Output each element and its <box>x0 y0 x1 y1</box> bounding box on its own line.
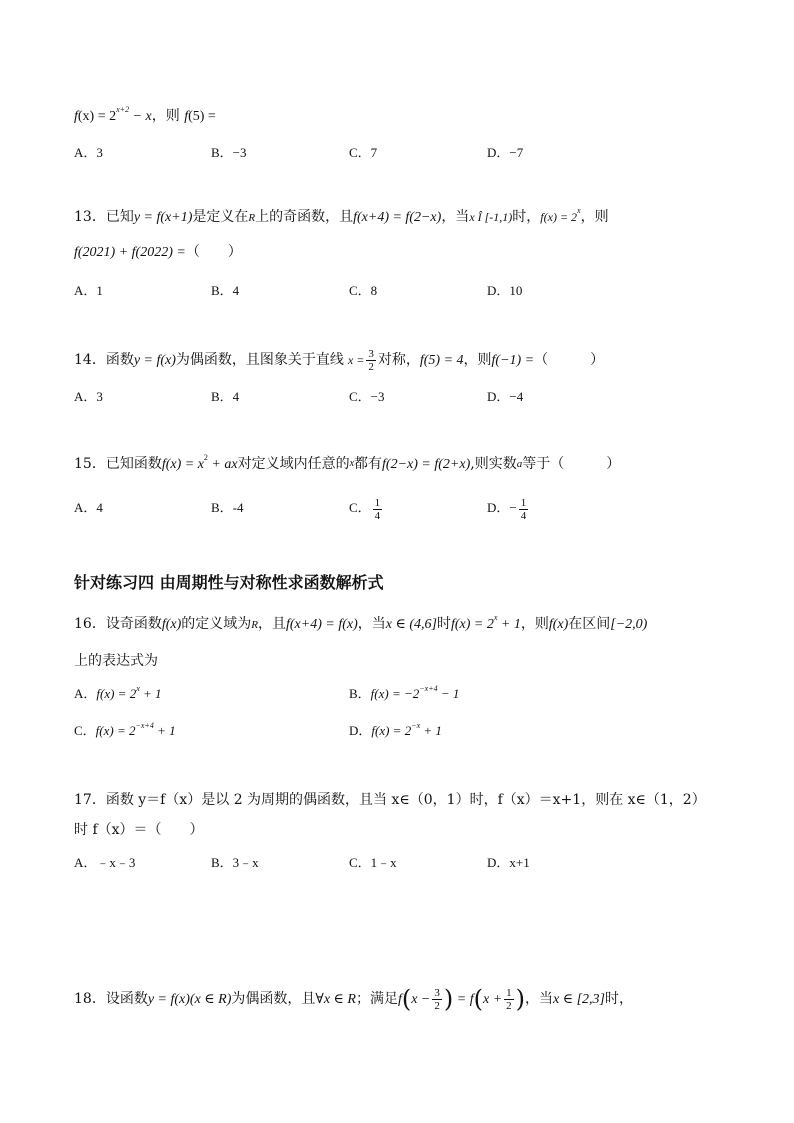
q16-fx2: f(x) <box>548 617 569 632</box>
q12-stem <box>74 106 216 127</box>
q15-t1: 对定义域内任意的 <box>237 456 350 472</box>
q16-option-d-label: D． <box>349 723 372 738</box>
q16-option-d-f: f(x) = 2 <box>371 723 412 738</box>
q18-frac1-den: 2 <box>434 999 440 1012</box>
q13-y: y = f(x+1) <box>133 210 193 225</box>
q15-ax: + ax <box>207 457 238 472</box>
q13-t2: 上的奇函数，且 <box>255 209 354 225</box>
q14-paren: （ ） <box>534 352 605 368</box>
q13-exp: x <box>577 206 581 216</box>
q14-y: y = f(x) <box>133 353 176 368</box>
q12-f5a: f <box>184 109 189 124</box>
q15-eq: f(2−x) = f(2+x) <box>382 457 471 472</box>
q14-option-d[interactable]: D．−4 <box>487 389 524 404</box>
q16-def: f(x) = 2 <box>450 617 494 632</box>
q12-eq: = 2 <box>94 109 117 124</box>
q12-then: ，则 <box>151 108 185 124</box>
q15-num: 15．已知函数 <box>74 456 162 472</box>
q13-line2 <box>74 242 242 263</box>
q12-minus: − x <box>129 109 152 124</box>
q16-option-d-tail: + 1 <box>420 723 442 738</box>
q15-option-d-frac <box>519 497 529 522</box>
q18-forall: ∀x ∈ R <box>315 992 356 1007</box>
q16-option-a-exp: x <box>136 683 140 693</box>
q13-option-b[interactable]: B．4 <box>211 283 240 298</box>
q15-option-a[interactable]: A．4 <box>74 500 103 515</box>
q15-option-d-label: D．− <box>487 500 517 515</box>
q18-frac1 <box>432 987 442 1012</box>
q13-option-d[interactable]: D．10 <box>487 283 523 298</box>
q18-f1: f <box>397 992 402 1007</box>
q13-interval: x Î [-1,1) <box>469 210 513 224</box>
q16-t5: ，则 <box>520 616 549 632</box>
q12-option-b[interactable]: B．−3 <box>211 145 247 160</box>
q16-plus1: + 1 <box>497 617 521 632</box>
q16-interval: x ∈ (4,6] <box>385 617 437 632</box>
q18-frac2-den: 2 <box>506 999 512 1012</box>
q16-t2: ，且 <box>258 616 286 632</box>
q18-frac2 <box>504 987 514 1012</box>
q15-a: a <box>516 458 523 470</box>
q18-interval: x ∈ [2,3] <box>553 992 606 1007</box>
q18-lparen1-icon: ( <box>401 985 412 1013</box>
q16-option-b[interactable] <box>349 684 459 704</box>
q12-option-c[interactable]: C．7 <box>349 145 378 160</box>
q16-num: 16．设奇函数 <box>74 616 162 632</box>
q12-f5c: = <box>204 109 216 124</box>
q12-option-a[interactable]: A．3 <box>74 145 103 160</box>
q18-arg2: x + <box>482 992 503 1007</box>
q13-t4: 时， <box>512 209 541 225</box>
q18-rparen2-icon: ) <box>515 985 526 1013</box>
q18-t1: 为偶函数，且 <box>231 991 316 1007</box>
q16-line1 <box>74 614 647 635</box>
q14-option-b[interactable]: B．4 <box>211 389 240 404</box>
q16-option-d-exp: −x <box>411 720 421 730</box>
q13-option-a[interactable]: A．1 <box>74 283 103 298</box>
q15-option-c-label: C． <box>349 500 371 515</box>
q18-rparen1-icon: ) <box>443 985 454 1013</box>
q16-exp: x <box>493 613 498 623</box>
q18-lparen2-icon: ( <box>473 985 483 1013</box>
q14-x: x = <box>347 353 365 367</box>
q16-R: R <box>251 619 258 631</box>
q18-t2: ；满足 <box>355 991 398 1007</box>
q18-f2: = f <box>453 992 474 1007</box>
q16-option-c-f: f(x) = 2 <box>95 723 136 738</box>
q17-option-c[interactable]: C．1﹣x <box>349 855 397 870</box>
q13-eq1: f(x+4) = f(2−x) <box>353 210 442 225</box>
q14-num: 14．函数 <box>74 352 134 368</box>
q14-t2: 对称， <box>377 352 420 368</box>
q12-f5b: (5) <box>188 109 205 124</box>
q16-option-b-label: B． <box>349 686 371 701</box>
q14-t3: ，则 <box>463 352 492 368</box>
q15-option-c-frac <box>373 497 383 522</box>
q15-fx: f(x) = x <box>161 457 204 472</box>
q14-f5: f(5) = 4 <box>419 353 464 368</box>
q13-fx: f(x) = 2 <box>540 210 578 224</box>
q18-arg1: x − <box>411 992 431 1007</box>
section-title: 针对练习四 由周期性与对称性求函数解析式 <box>74 573 384 592</box>
q16-t1: 的定义域为 <box>181 616 252 632</box>
q14-line1 <box>74 346 604 374</box>
q15-option-d-num: 1 <box>520 496 527 509</box>
q13-R: R <box>248 212 256 224</box>
q15-option-c[interactable] <box>349 490 384 526</box>
q18-frac2-num: 1 <box>506 986 512 999</box>
q16-option-d[interactable] <box>349 721 442 741</box>
q13-line1 <box>74 207 609 228</box>
q13-sum: f(2021) + f(2022) = <box>74 245 186 260</box>
q12-x: (x) <box>77 109 95 124</box>
q15-t2: 都有 <box>354 456 383 472</box>
q14-frac-num: 3 <box>368 347 374 360</box>
q12-option-d[interactable]: D．−7 <box>487 145 524 160</box>
q17-option-a[interactable]: A．﹣x﹣3 <box>74 855 136 870</box>
q16-option-b-exp: −x+4 <box>419 683 438 693</box>
q15-t3: ,则实数 <box>470 456 517 472</box>
q15-x: x <box>349 458 355 469</box>
q15-sq: 2 <box>203 453 208 463</box>
q16-option-a[interactable] <box>74 684 162 704</box>
q16-target: [−2,0) <box>610 617 648 632</box>
q16-option-a-tail: + 1 <box>139 686 162 701</box>
q17-option-b[interactable]: B．3﹣x <box>211 855 259 870</box>
q15-option-d-den: 4 <box>520 509 527 522</box>
q17-line1: 17．函数 y＝f（x）是以 2 为周期的偶函数，且当 x∈（0，1）时，f（x）＝x+1，则在 x∈（1，2） <box>74 792 706 808</box>
q16-t6: 在区间 <box>568 616 611 632</box>
q16-option-c[interactable] <box>74 721 176 741</box>
q18-line1 <box>74 982 633 1016</box>
q16-option-b-f: f(x) = −2 <box>370 686 420 701</box>
q12-f: f <box>74 109 78 124</box>
q17-line2: 时 f（x）＝（ ） <box>74 822 204 838</box>
q16-option-a-f: f(x) = 2 <box>96 686 137 701</box>
q13-num: 13．已知 <box>74 209 134 225</box>
q14-fm1: f(−1) = <box>491 353 535 368</box>
q14-frac <box>366 348 376 373</box>
q13-t3: ，当 <box>441 209 470 225</box>
q16-fx: f(x) <box>161 617 182 632</box>
q14-option-c[interactable]: C．−3 <box>349 389 385 404</box>
q14-t1: 为偶函数，且图象关于直线 <box>175 352 344 368</box>
q14-frac-den: 2 <box>368 360 374 373</box>
q15-line1 <box>74 454 620 475</box>
q14-option-a[interactable]: A．3 <box>74 389 103 404</box>
q18-t3: ，当 <box>525 991 554 1007</box>
q17-option-d[interactable]: D．x+1 <box>487 855 530 870</box>
q16-option-c-tail: + 1 <box>153 723 176 738</box>
q16-option-c-label: C． <box>74 723 96 738</box>
q15-option-c-den: 4 <box>374 509 381 522</box>
q13-t5: ，则 <box>580 209 609 225</box>
q18-t4: 时， <box>605 991 634 1007</box>
q18-num: 18．设函数 <box>74 991 148 1007</box>
q18-frac1-num: 3 <box>434 986 440 999</box>
q13-t1: 是定义在 <box>192 209 249 225</box>
q15-t4: 等于（ ） <box>522 456 621 472</box>
q12-exp: x+2 <box>116 105 130 115</box>
q15-option-d[interactable] <box>487 490 530 526</box>
q16-period: f(x+4) = f(x) <box>286 617 358 632</box>
q16-option-a-label: A． <box>74 686 97 701</box>
q16-line2: 上的表达式为 <box>74 653 158 669</box>
q15-option-c-num: 1 <box>374 496 381 509</box>
q15-option-b[interactable]: B．-4 <box>211 500 244 515</box>
q13-paren: （ ） <box>185 244 242 260</box>
q13-option-c[interactable]: C．8 <box>349 283 378 298</box>
q18-y: y = f(x)(x ∈ R) <box>147 992 232 1007</box>
q16-option-b-tail: − 1 <box>437 686 460 701</box>
q16-t4: 时 <box>436 616 451 632</box>
q16-t3: ，当 <box>357 616 386 632</box>
q16-option-c-exp: −x+4 <box>135 720 154 730</box>
